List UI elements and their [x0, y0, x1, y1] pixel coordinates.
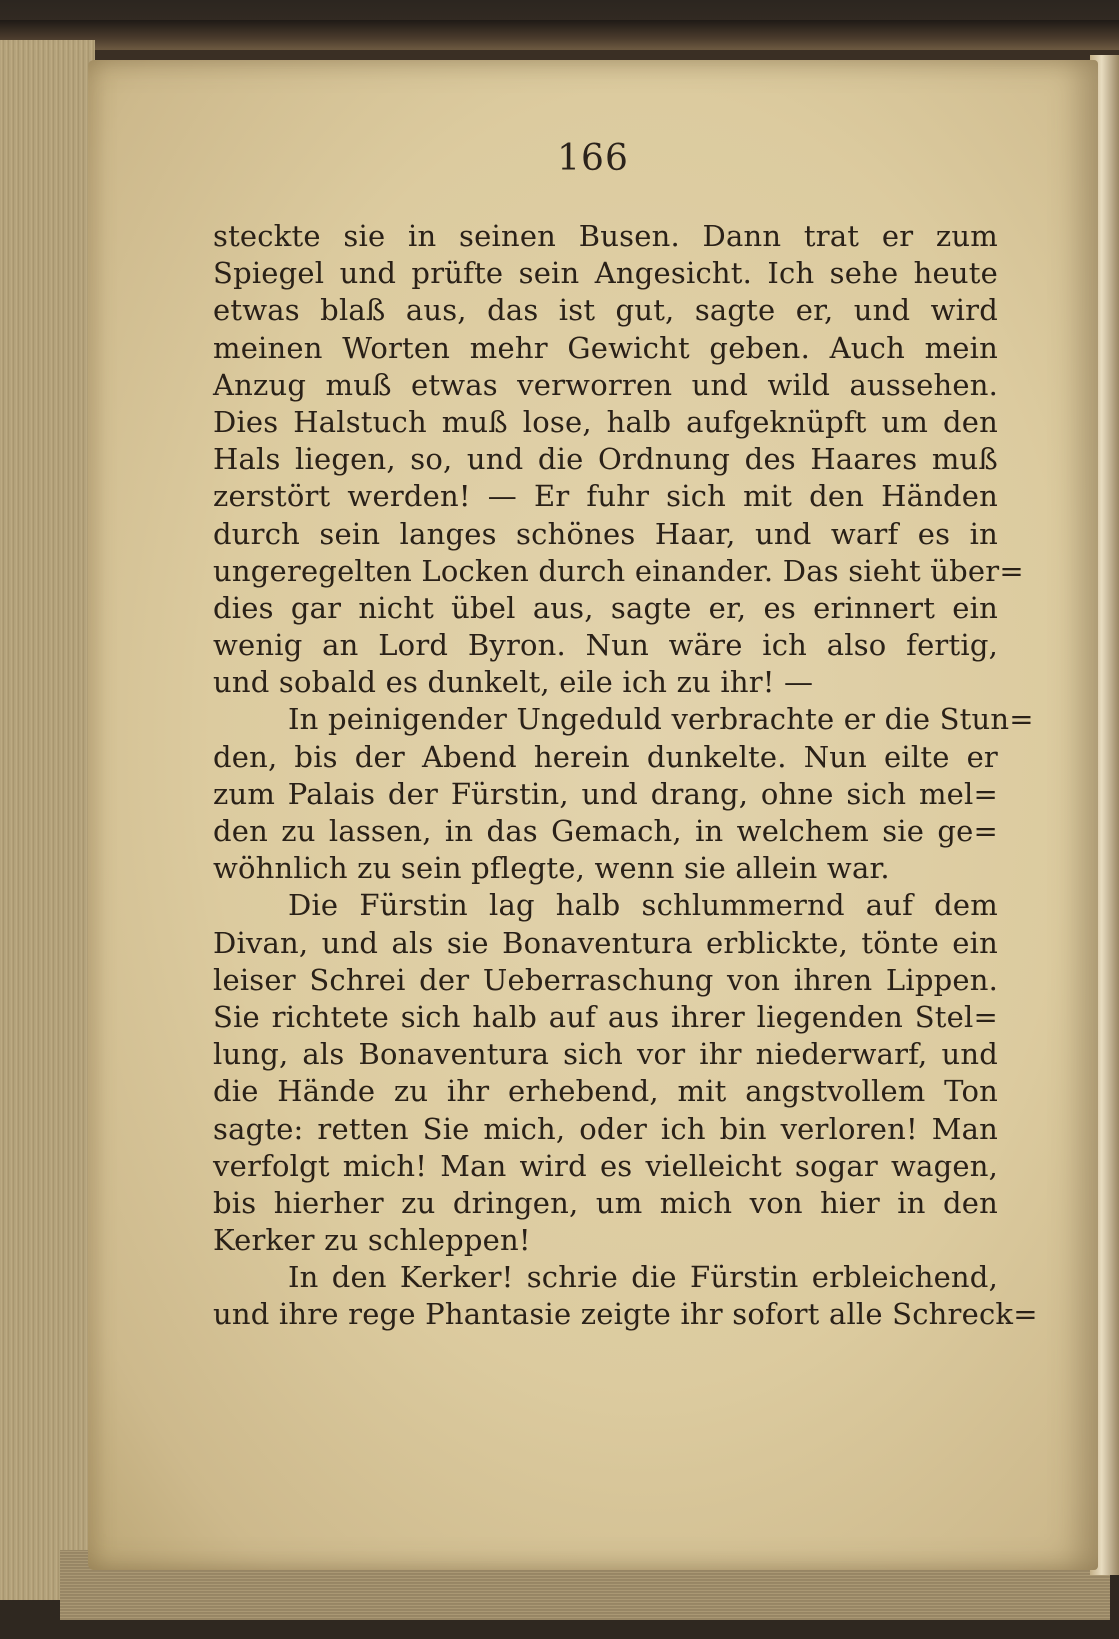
text-line: steckte sie in seinen Busen. Dann trat er zum [213, 219, 998, 253]
text-line: zerstört werden! — Er fuhr sich mit den Händen [213, 479, 998, 514]
text-line: Spiegel und prüfte sein Angesicht. Ich sehe heute [213, 256, 998, 291]
text-line: dies gar nicht übel aus, sagte er, es erinnert ein [213, 590, 998, 625]
text-line: Dies Halstuch muß lose, halb aufgeknüpft um den [213, 404, 998, 439]
text-line: den, bis der Abend herein dunkelte. Nun eilte er [213, 739, 998, 774]
book-page [88, 60, 1098, 1570]
text-line: ungeregelten Locken durch einander. Das sieht über= [213, 553, 1024, 588]
text-line: lung, als Bonaventura sich vor ihr niederwarf, und [213, 1037, 998, 1072]
text-line: Sie richtete sich halb auf aus ihrer liegenden Stel= [213, 999, 998, 1034]
text-line: Die Fürstin lag halb schlummernd auf dem [288, 888, 998, 923]
text-line: den zu lassen, in das Gemach, in welchem sie ge= [213, 814, 998, 848]
text-line: verfolgt mich! Man wird es vielleicht sogar wagen, [213, 1148, 998, 1183]
text-line: In peinigender Ungeduld verbrachte er die Stun= [288, 702, 1034, 737]
text-line: und ihre rege Phantasie zeigte ihr sofort alle Schreck= [213, 1297, 1038, 1332]
text-line: etwas blaß aus, das ist gut, sagte er, und wird [213, 293, 998, 328]
text-line: wöhnlich zu sein pflegte, wenn sie allein war. [213, 851, 890, 886]
text-line: bis hierher zu dringen, um mich von hier in den [213, 1185, 998, 1220]
text-line: sagte: retten Sie mich, oder ich bin verloren! Man [213, 1111, 998, 1146]
text-line: wenig an Lord Byron. Nun wäre ich also fertig, [213, 628, 998, 663]
text-line: leiser Schrei der Ueberraschung von ihren Lippen. [213, 962, 998, 997]
page-number: 166 [557, 138, 629, 179]
text-line: und sobald es dunkelt, eile ich zu ihr! — [213, 665, 814, 700]
text-line: Hals liegen, so, und die Ordnung des Haares muß [213, 442, 998, 477]
text-line: durch sein langes schönes Haar, und warf es in [213, 516, 998, 551]
text-line: Anzug muß etwas verworren und wild aussehen. [213, 367, 998, 402]
page-stack-left [0, 40, 95, 1600]
text-line: In den Kerker! schrie die Fürstin erbleichend, [288, 1260, 998, 1295]
text-line: meinen Worten mehr Gewicht geben. Auch mein [213, 330, 998, 365]
text-line: die Hände zu ihr erhebend, mit angstvollem Ton [213, 1074, 998, 1109]
text-line: Kerker zu schleppen! [213, 1223, 531, 1258]
text-line: Divan, und als sie Bonaventura erblickte, tönte ein [213, 925, 998, 960]
book-top-edge [0, 20, 1119, 50]
text-line: zum Palais der Fürstin, und drang, ohne sich mel= [213, 776, 998, 811]
page-text [213, 218, 1038, 1334]
